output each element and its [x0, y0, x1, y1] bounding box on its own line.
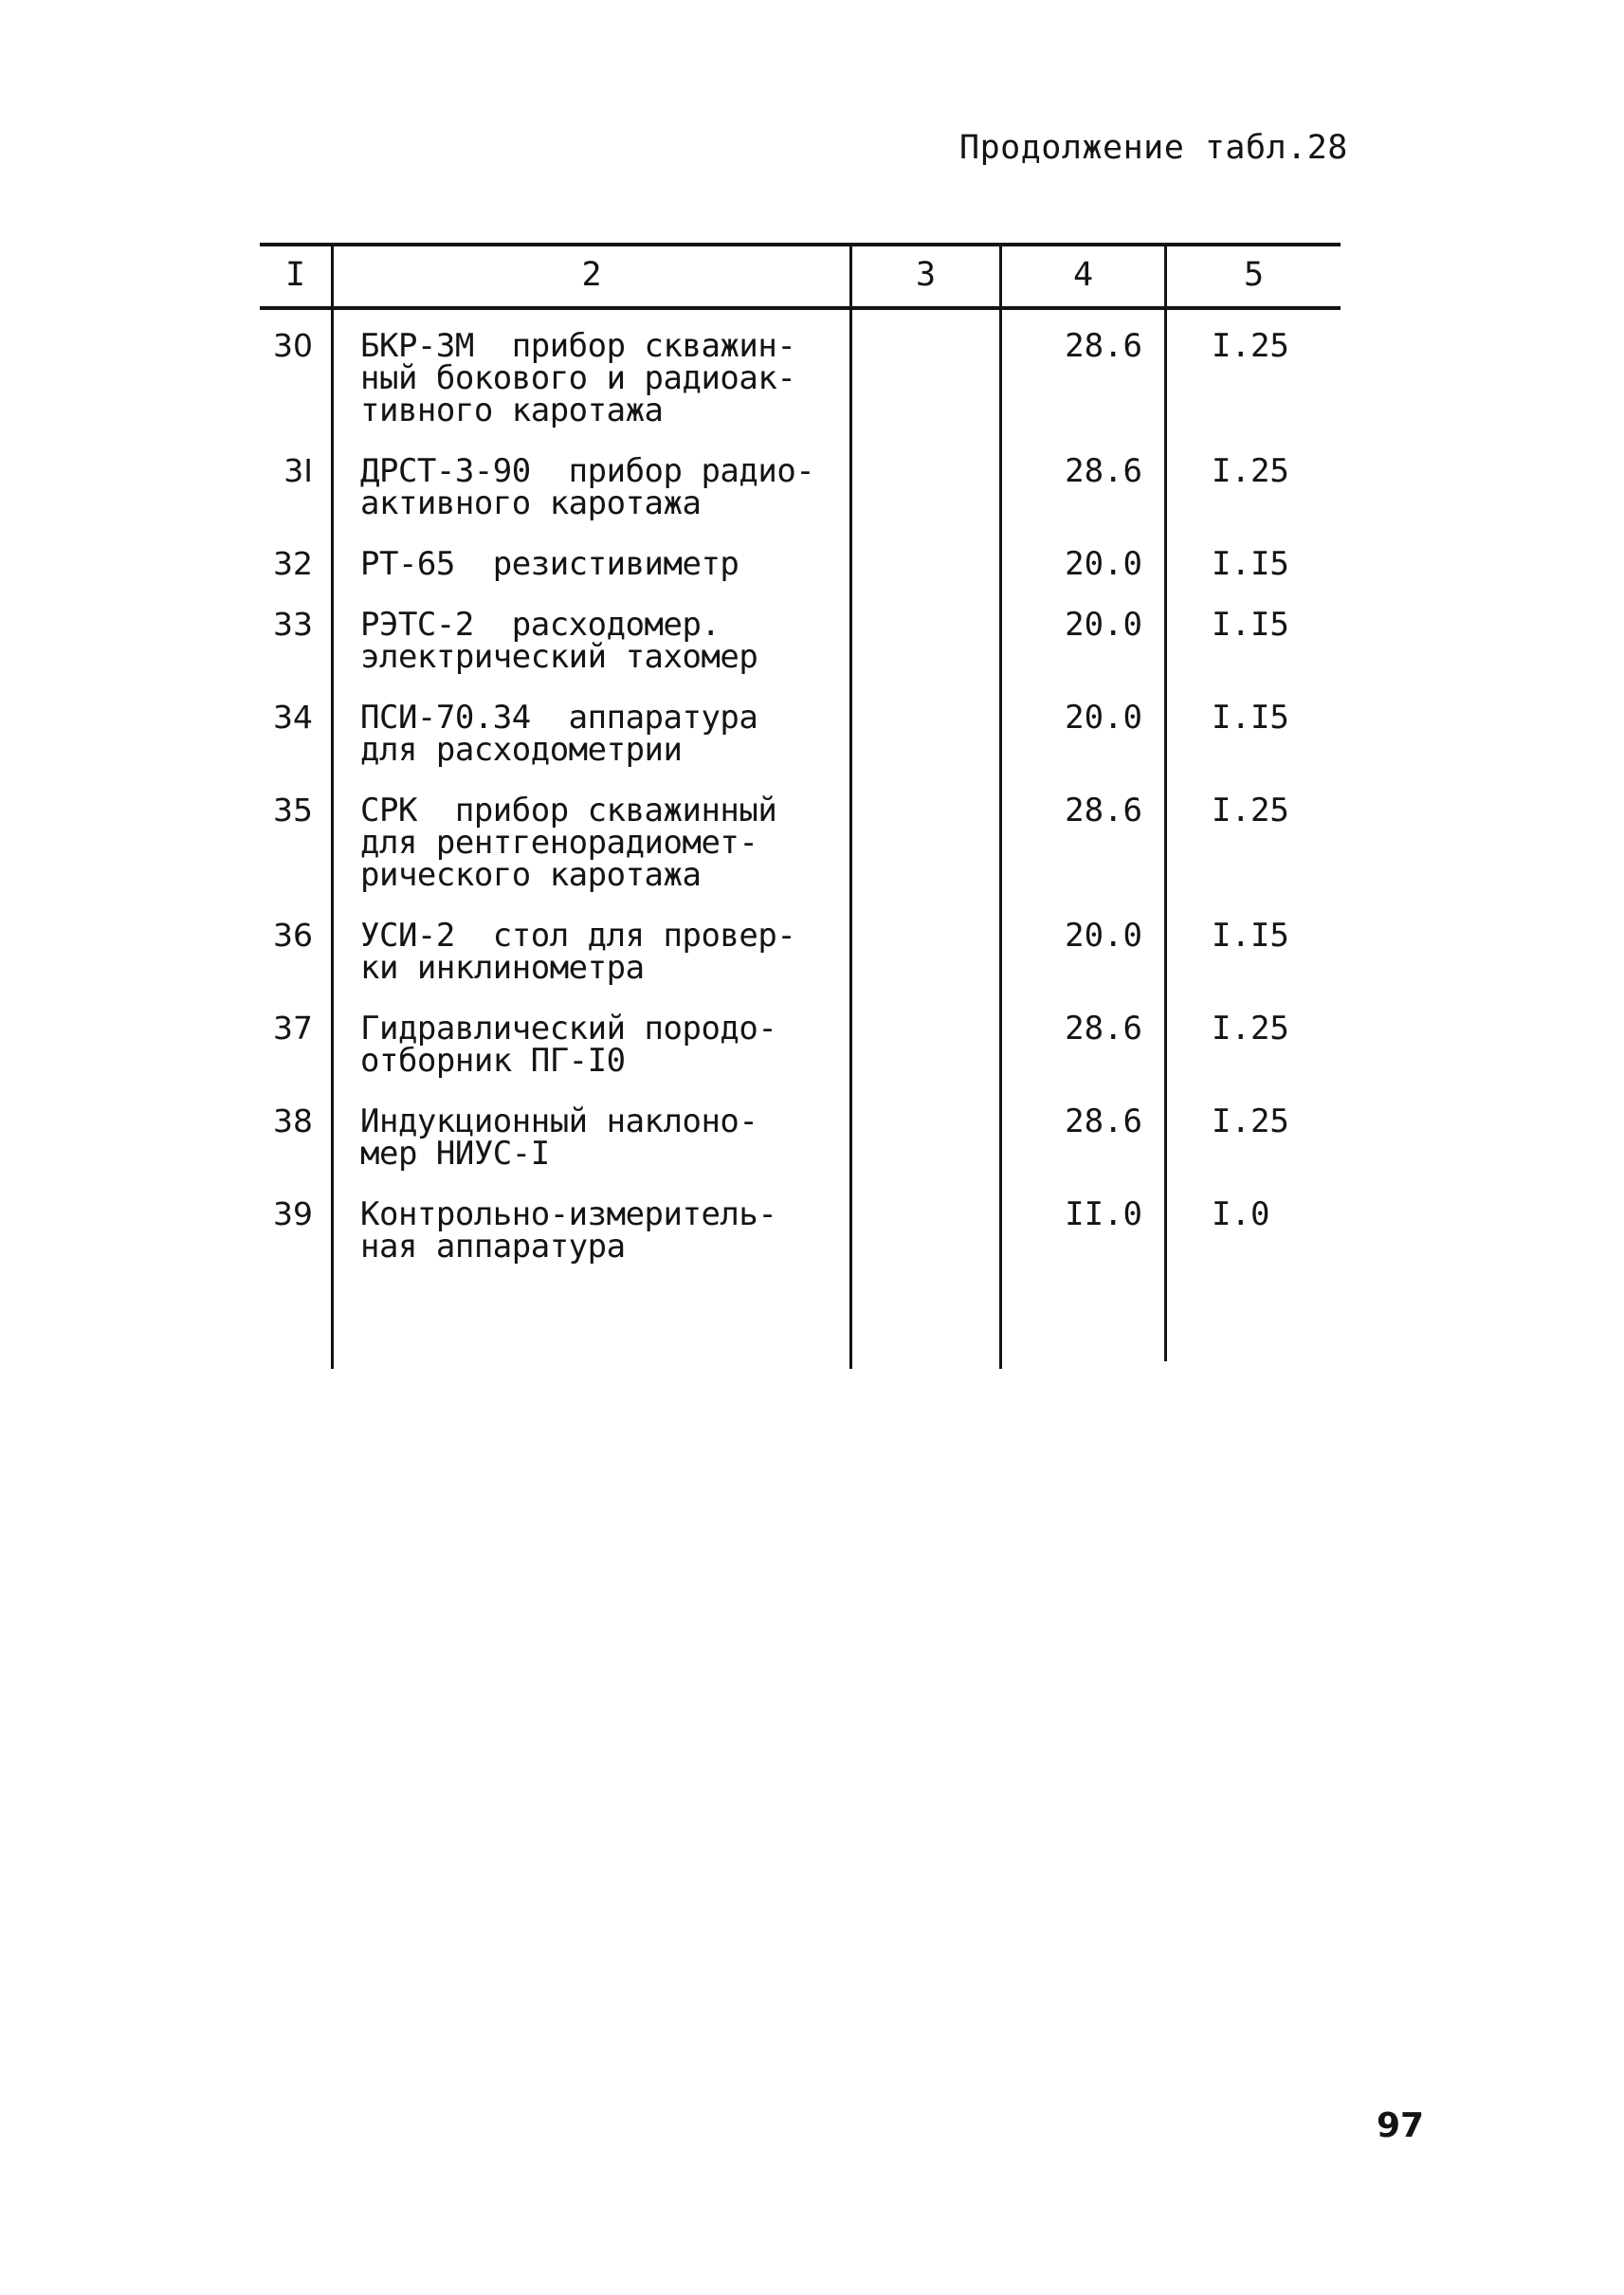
value-col4: 20.0 [1065, 917, 1142, 955]
value-col4: 28.6 [1065, 327, 1142, 365]
value-col5: I.25 [1212, 1010, 1289, 1047]
column-header-1: I [284, 256, 306, 294]
value-col5: I.25 [1212, 792, 1289, 829]
table-row [260, 452, 1341, 522]
table-row [260, 1010, 1341, 1080]
equipment-name: ДРСТ-3-90 прибор радио- активного каротажа [360, 452, 815, 522]
table-row [260, 792, 1341, 894]
value-col5: I.0 [1212, 1195, 1270, 1233]
table-row [260, 1102, 1341, 1173]
table-row [260, 327, 1341, 429]
row-number: 38 [273, 1102, 313, 1139]
value-col4: 28.6 [1065, 792, 1142, 829]
equipment-name: СРК прибор скважинный для рентгенорадиомет- рического каротажа [360, 792, 777, 894]
column-header-5: 5 [1243, 256, 1265, 294]
table-continuation-heading: Продолжение табл.28 [959, 129, 1348, 167]
value-col4: 20.0 [1065, 545, 1142, 583]
value-col4: 20.0 [1065, 606, 1142, 644]
equipment-name: УСИ-2 стол для провер- ки инклинометра [360, 917, 796, 987]
value-col4: 28.6 [1065, 1010, 1142, 1047]
row-number: 39 [273, 1195, 313, 1232]
value-col5: I.25 [1212, 1102, 1289, 1140]
page-number: 97 [1377, 2106, 1425, 2145]
value-col5: I.I5 [1212, 917, 1289, 955]
table-top-rule [260, 243, 1341, 246]
value-col5: I.25 [1212, 452, 1289, 490]
value-col4: 20.0 [1065, 699, 1142, 737]
row-number: 37 [273, 1010, 313, 1047]
equipment-name: Индукционный наклоно- мер НИУС-I [360, 1102, 758, 1173]
row-number: 3I [283, 452, 313, 489]
table-row [260, 1195, 1341, 1266]
equipment-name: БКР-3М прибор скважин- ный бокового и радиоак- тивного каротажа [360, 327, 796, 429]
value-col5: I.I5 [1212, 699, 1289, 737]
value-col5: I.I5 [1212, 545, 1289, 583]
equipment-name: РЭТС-2 расходомер. электрический тахомер [360, 606, 758, 676]
value-col5: I.25 [1212, 327, 1289, 365]
table-header-rule [260, 306, 1341, 310]
row-number: 32 [273, 545, 313, 582]
column-header-4: 4 [1072, 256, 1094, 294]
equipment-name: РТ-65 резистивиметр [360, 545, 739, 583]
table-row [260, 917, 1341, 987]
equipment-name: Гидравлический породо- отборник ПГ-I0 [360, 1010, 777, 1080]
row-number: 35 [273, 792, 313, 829]
column-header-2: 2 [581, 256, 602, 294]
row-number: 34 [273, 699, 313, 736]
table-row [260, 545, 1341, 583]
equipment-name: Контрольно-измеритель- ная аппаратура [360, 1195, 777, 1266]
table-body [260, 327, 1341, 1291]
value-col4: 28.6 [1065, 452, 1142, 490]
value-col5: I.I5 [1212, 606, 1289, 644]
column-header-3: 3 [915, 256, 937, 294]
table-row [260, 699, 1341, 769]
row-number: 30 [273, 327, 313, 364]
value-col4: II.0 [1065, 1195, 1142, 1233]
row-number: 36 [273, 917, 313, 954]
row-number: 33 [273, 606, 313, 643]
value-col4: 28.6 [1065, 1102, 1142, 1140]
table-row [260, 606, 1341, 676]
equipment-name: ПСИ-70.34 аппаратура для расходометрии [360, 699, 758, 769]
